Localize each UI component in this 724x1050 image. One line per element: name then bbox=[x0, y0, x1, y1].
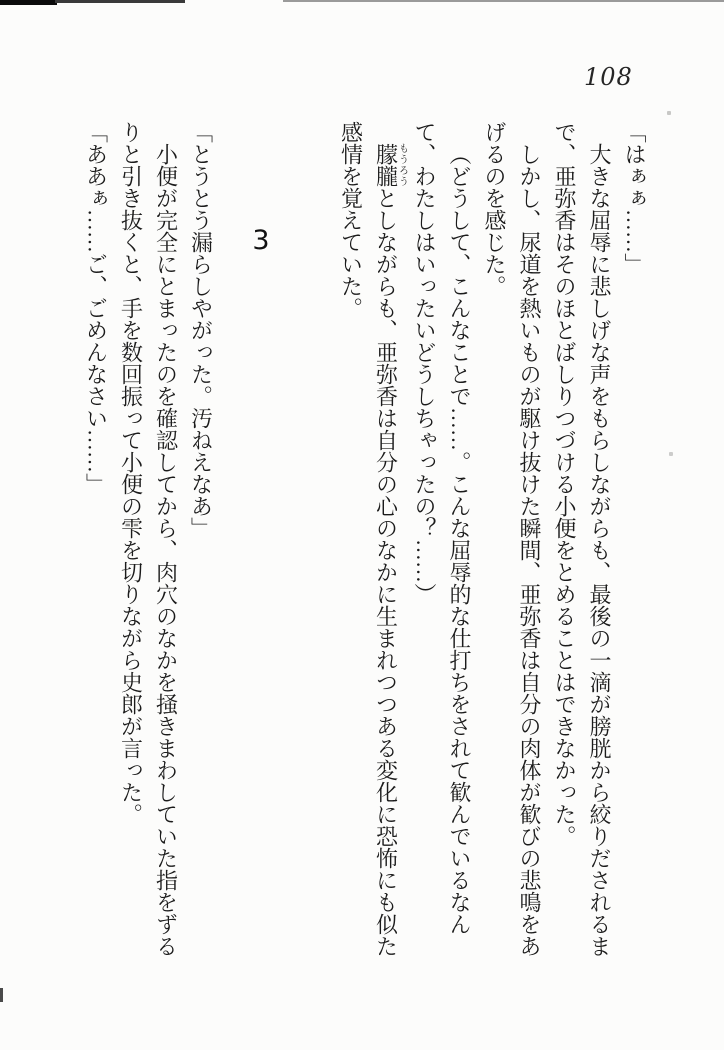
paragraph: 小便が完全にとまったのを確認してから、肉穴のなかを掻きまわしていた指をずるりと引き抜くと、手を数回振って小便の雫を切りながら史郎が言った。 bbox=[118, 121, 179, 957]
scan-artifact-top-left-line bbox=[55, 0, 185, 3]
scan-artifact-top-left-nub bbox=[0, 0, 57, 5]
section-number: 3 bbox=[245, 225, 277, 256]
scan-speck bbox=[669, 452, 673, 456]
furigana: もうろう bbox=[396, 143, 408, 187]
paragraph: 「はぁぁ……」 bbox=[622, 121, 647, 275]
text-block bbox=[68, 121, 652, 959]
ruby-annotated-word: 朦朧もうろう bbox=[373, 143, 408, 187]
scan-artifact-top-right-line bbox=[283, 0, 724, 2]
paragraph: しかし、尿道を熱いものが駆け抜けた瞬間、亜弥香は自分の肉体が歓びの悲鳴をあげるのを感じた。 bbox=[482, 121, 542, 957]
paragraph: （どうして、こんなことで……。こんな屈辱的な仕打ちをされて歓んでいるなんて、わたしはいったいどうしちゃったの？……） bbox=[412, 121, 472, 935]
page-number: 108 bbox=[584, 63, 633, 91]
scan-artifact-left-edge bbox=[0, 988, 3, 1002]
paragraph: 大きな屈辱に悲しげな声をもらしながらも、最後の一滴が膀胱から絞りだされるまで、亜弥香はそのほとばしりつづける小便をとめることはできなかった。 bbox=[552, 121, 612, 957]
paragraph: 朦朧もうろうとしながらも、亜弥香は自分の心のなかに生まれつつある変化に恐怖にも似た感情を覚えていた。 bbox=[338, 121, 408, 957]
paragraph: 「とうとう漏らしやがった。汚ねえなあ」 bbox=[188, 121, 214, 539]
scan-speck bbox=[667, 111, 671, 115]
paragraph: 「ああぁ……ご、ごめんなさい……」 bbox=[83, 121, 109, 495]
